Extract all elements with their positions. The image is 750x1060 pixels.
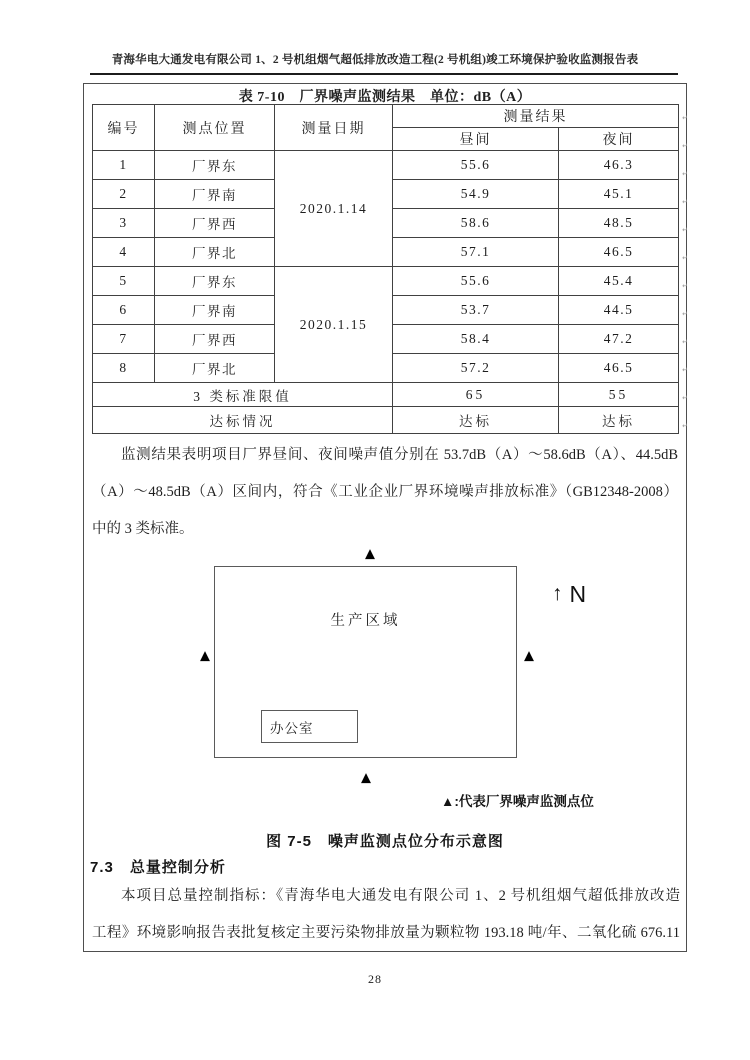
cell-day: 57.2 bbox=[393, 354, 559, 383]
cell-end-mark-icon: ↵ bbox=[682, 421, 688, 430]
limit-day: 65 bbox=[393, 383, 559, 407]
page-number: 28 bbox=[368, 972, 382, 986]
table-title: 表 7-10 厂界噪声监测结果 单位：dB（A） bbox=[238, 90, 532, 105]
cell-day: 54.9 bbox=[393, 180, 559, 209]
paragraph-line: 监测结果表明项目厂界昼间、夜间噪声值分别在 53.7dB（A）～58.6dB（A）、44.5dB bbox=[121, 447, 678, 463]
cell-position: 厂界北 bbox=[155, 354, 275, 383]
monitor-point-icon: ▲ bbox=[524, 648, 534, 664]
status-label: 达标情况 bbox=[93, 407, 393, 434]
north-indicator bbox=[552, 582, 586, 606]
cell-date: 2020.1.15 bbox=[275, 267, 393, 383]
paragraph-line: 本项目总量控制指标：《青海华电大通发电有限公司 1、2 号机组烟气超低排放改造 bbox=[121, 888, 680, 904]
cell-end-mark-icon: ↵ bbox=[682, 113, 688, 122]
status-row bbox=[93, 407, 679, 434]
table-header-row-1 bbox=[93, 105, 679, 128]
cell-night: 46.5 bbox=[559, 238, 679, 267]
paragraph-line: 中的 3 类标准。 bbox=[92, 521, 194, 537]
production-area-rect bbox=[214, 566, 517, 758]
monitor-point-icon: ▲ bbox=[365, 546, 375, 562]
cell-end-mark-icon: ↵ bbox=[682, 197, 688, 206]
production-area-label: 生产区域 bbox=[330, 613, 401, 629]
north-arrow-icon: ↑ bbox=[552, 582, 563, 605]
cell-position: 厂界南 bbox=[155, 180, 275, 209]
cell-no: 2 bbox=[93, 180, 155, 209]
figure-caption: 图 7-5 噪声监测点位分布示意图 bbox=[266, 833, 504, 850]
cell-night: 46.5 bbox=[559, 354, 679, 383]
header-day: 昼间 bbox=[393, 128, 559, 151]
office-label: 办公室 bbox=[270, 720, 314, 736]
section-heading: 7.3 总量控制分析 bbox=[90, 859, 226, 876]
document-header-title: 青海华电大通发电有限公司 1、2 号机组烟气超低排放改造工程(2 号机组)竣工环境保护验收监测报告表 bbox=[111, 54, 639, 66]
header-position: 测点位置 bbox=[155, 105, 275, 151]
table-row bbox=[93, 267, 679, 296]
cell-end-mark-icon: ↵ bbox=[682, 281, 688, 290]
diagram-legend: ▲:代表厂界噪声监测点位 bbox=[441, 794, 594, 809]
monitor-point-icon: ▲ bbox=[200, 648, 210, 664]
cell-night: 45.4 bbox=[559, 267, 679, 296]
cell-end-marks bbox=[681, 104, 689, 440]
cell-end-mark-icon: ↵ bbox=[682, 225, 688, 234]
cell-no: 5 bbox=[93, 267, 155, 296]
header-night: 夜间 bbox=[559, 128, 679, 151]
cell-no: 1 bbox=[93, 151, 155, 180]
cell-end-mark-icon: ↵ bbox=[682, 309, 688, 318]
cell-night: 45.1 bbox=[559, 180, 679, 209]
header-no: 编号 bbox=[93, 105, 155, 151]
limit-row bbox=[93, 383, 679, 407]
cell-day: 55.6 bbox=[393, 267, 559, 296]
cell-end-mark-icon: ↵ bbox=[682, 169, 688, 178]
cell-end-mark-icon: ↵ bbox=[682, 393, 688, 402]
status-night: 达标 bbox=[559, 407, 679, 434]
result-paragraph bbox=[92, 437, 678, 548]
header-date: 测量日期 bbox=[275, 105, 393, 151]
cell-night: 46.3 bbox=[559, 151, 679, 180]
status-day: 达标 bbox=[393, 407, 559, 434]
cell-day: 53.7 bbox=[393, 296, 559, 325]
paragraph-line: （A）～48.5dB（A）区间内，符合《工业企业厂界环境噪声排放标准》（GB12348-2008） bbox=[92, 484, 678, 500]
cell-no: 4 bbox=[93, 238, 155, 267]
cell-night: 44.5 bbox=[559, 296, 679, 325]
noise-results-table bbox=[92, 104, 679, 434]
cell-night: 47.2 bbox=[559, 325, 679, 354]
cell-no: 3 bbox=[93, 209, 155, 238]
cell-position: 厂界东 bbox=[155, 151, 275, 180]
header-rule bbox=[90, 73, 678, 75]
header-result: 测量结果 bbox=[393, 105, 679, 128]
paragraph-line: 工程》环境影响报告表批复核定主要污染物排放量为颗粒物 193.18 吨/年、二氧化硫 676.11 bbox=[92, 925, 680, 941]
table-row bbox=[93, 151, 679, 180]
cell-position: 厂界西 bbox=[155, 209, 275, 238]
cell-day: 55.6 bbox=[393, 151, 559, 180]
north-label: N bbox=[569, 581, 587, 607]
cell-end-mark-icon: ↵ bbox=[682, 337, 688, 346]
cell-position: 厂界东 bbox=[155, 267, 275, 296]
cell-position: 厂界西 bbox=[155, 325, 275, 354]
cell-no: 6 bbox=[93, 296, 155, 325]
cell-no: 7 bbox=[93, 325, 155, 354]
cell-end-mark-icon: ↵ bbox=[682, 365, 688, 374]
cell-position: 厂界南 bbox=[155, 296, 275, 325]
limit-label: 3 类标准限值 bbox=[93, 383, 393, 407]
cell-day: 58.6 bbox=[393, 209, 559, 238]
office-box bbox=[261, 710, 358, 743]
cell-date: 2020.1.14 bbox=[275, 151, 393, 267]
limit-night: 55 bbox=[559, 383, 679, 407]
cell-position: 厂界北 bbox=[155, 238, 275, 267]
cell-no: 8 bbox=[93, 354, 155, 383]
cell-end-mark-icon: ↵ bbox=[682, 253, 688, 262]
monitor-point-icon: ▲ bbox=[361, 770, 371, 786]
content-border-box bbox=[83, 83, 687, 952]
cell-end-mark-icon: ↵ bbox=[682, 141, 688, 150]
cell-day: 58.4 bbox=[393, 325, 559, 354]
cell-day: 57.1 bbox=[393, 238, 559, 267]
section-paragraph bbox=[92, 878, 680, 952]
cell-night: 48.5 bbox=[559, 209, 679, 238]
